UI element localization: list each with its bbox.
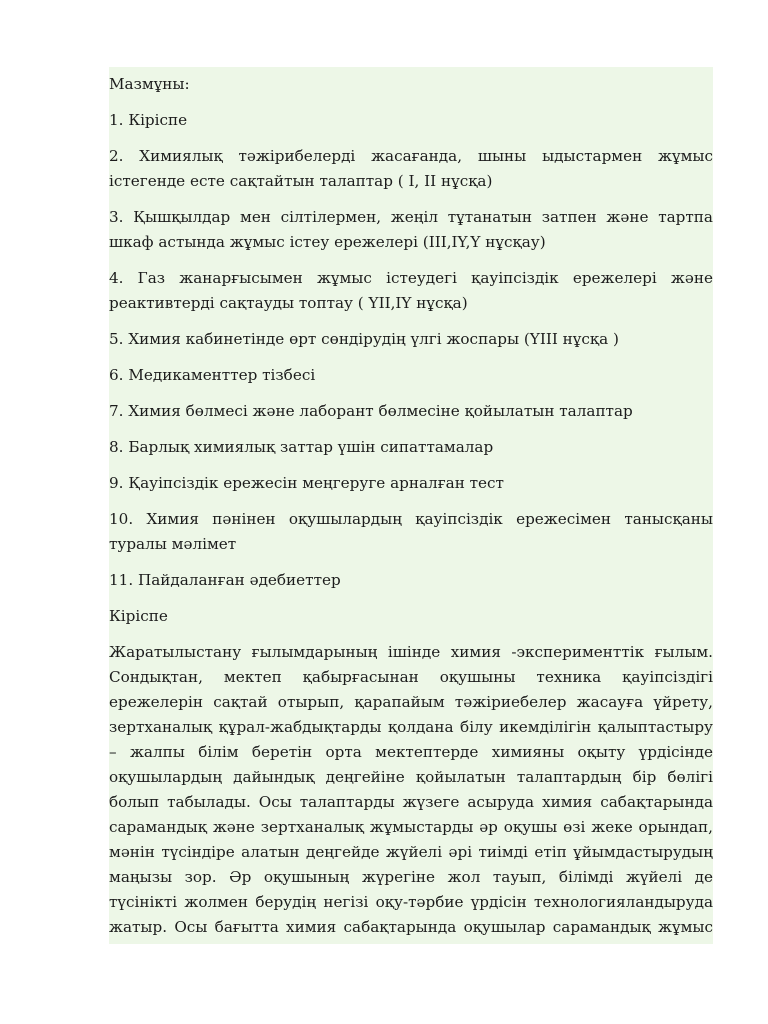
toc-item-5: 5. Химия кабинетінде өрт сөндірудің үлгі жоспары (YIII нұсқа ) xyxy=(109,330,619,348)
toc-item-10: 10. Химия пәнінен оқушылардың қауіпсіздік ережесімен танысқаны туралы мәлімет xyxy=(109,510,713,553)
toc-item-6: 6. Медикаменттер тізбесі xyxy=(109,366,316,384)
contents-heading: Мазмұны: xyxy=(109,75,190,93)
toc-item-2: 2. Химиялық тәжірибелерді жасағанда, шыны ыдыстармен жұмыс істегенде есте сақтайтын талаптар ( I, II нұсқа) xyxy=(109,147,713,190)
intro-heading: Кіріспе xyxy=(109,607,168,625)
toc-item-4: 4. Газ жанарғысымен жұмыс істеудегі қауіпсіздік ережелері және реактивтерді сақтауды топтау ( YII,IY нұсқа) xyxy=(109,269,713,312)
toc-item-8: 8. Барлық химиялық заттар үшін сипаттамалар xyxy=(109,438,494,456)
intro-paragraph: Жаратылыстану ғылымдарының ішінде химия -эксперименттік ғылым. Сондықтан, мектеп қабырғасынан оқушыны техника қауіпсіздігі ережелерін сақтай отырып, қарапайым тәжіриебелер жасауға үйрету, зертханалық құрал-жабдықтарды қолдана білу икемділігін қалыптастыру – жалпы білім беретін орта мектептерде химияны оқыту үрдісінде оқушылардың дайындық деңгейіне қойылатын талаптардың бір бөлігі болып табылады. Осы талаптарды жүзеге асыруда химия сабақтарында сарамандық және зертханалық жұмыстарды әр оқушы өзі жеке орындап, мәнін түсіндіре алатын деңгейде жүйелі әрі тиімді етіп ұйымдастырудың маңызы зор. Әр оқушының жүрегіне жол тауып, білімді жүйелі де түсінікті жолмен берудің негізі оқу-тәрбие үрдісін технологияландыруда жатыр. Осы бағытта химия сабақтарында оқушылар сарамандық жұмыс xyxy=(109,643,713,936)
document-text-block xyxy=(109,67,713,944)
toc-item-9: 9. Қауіпсіздік ережесін меңгеруге арналған тест xyxy=(109,474,504,492)
toc-item-11: 11. Пайдаланған әдебиеттер xyxy=(109,571,341,589)
toc-item-1: 1. Кіріспе xyxy=(109,111,188,129)
toc-item-3: 3. Қышқылдар мен сілтілермен, жеңіл тұтанатын затпен және тартпа шкаф астында жұмыс істеу ережелері (III,IY,Y нұсқау) xyxy=(109,208,713,251)
toc-item-7: 7. Химия бөлмесі және лаборант бөлмесіне қойылатын талаптар xyxy=(109,402,633,420)
